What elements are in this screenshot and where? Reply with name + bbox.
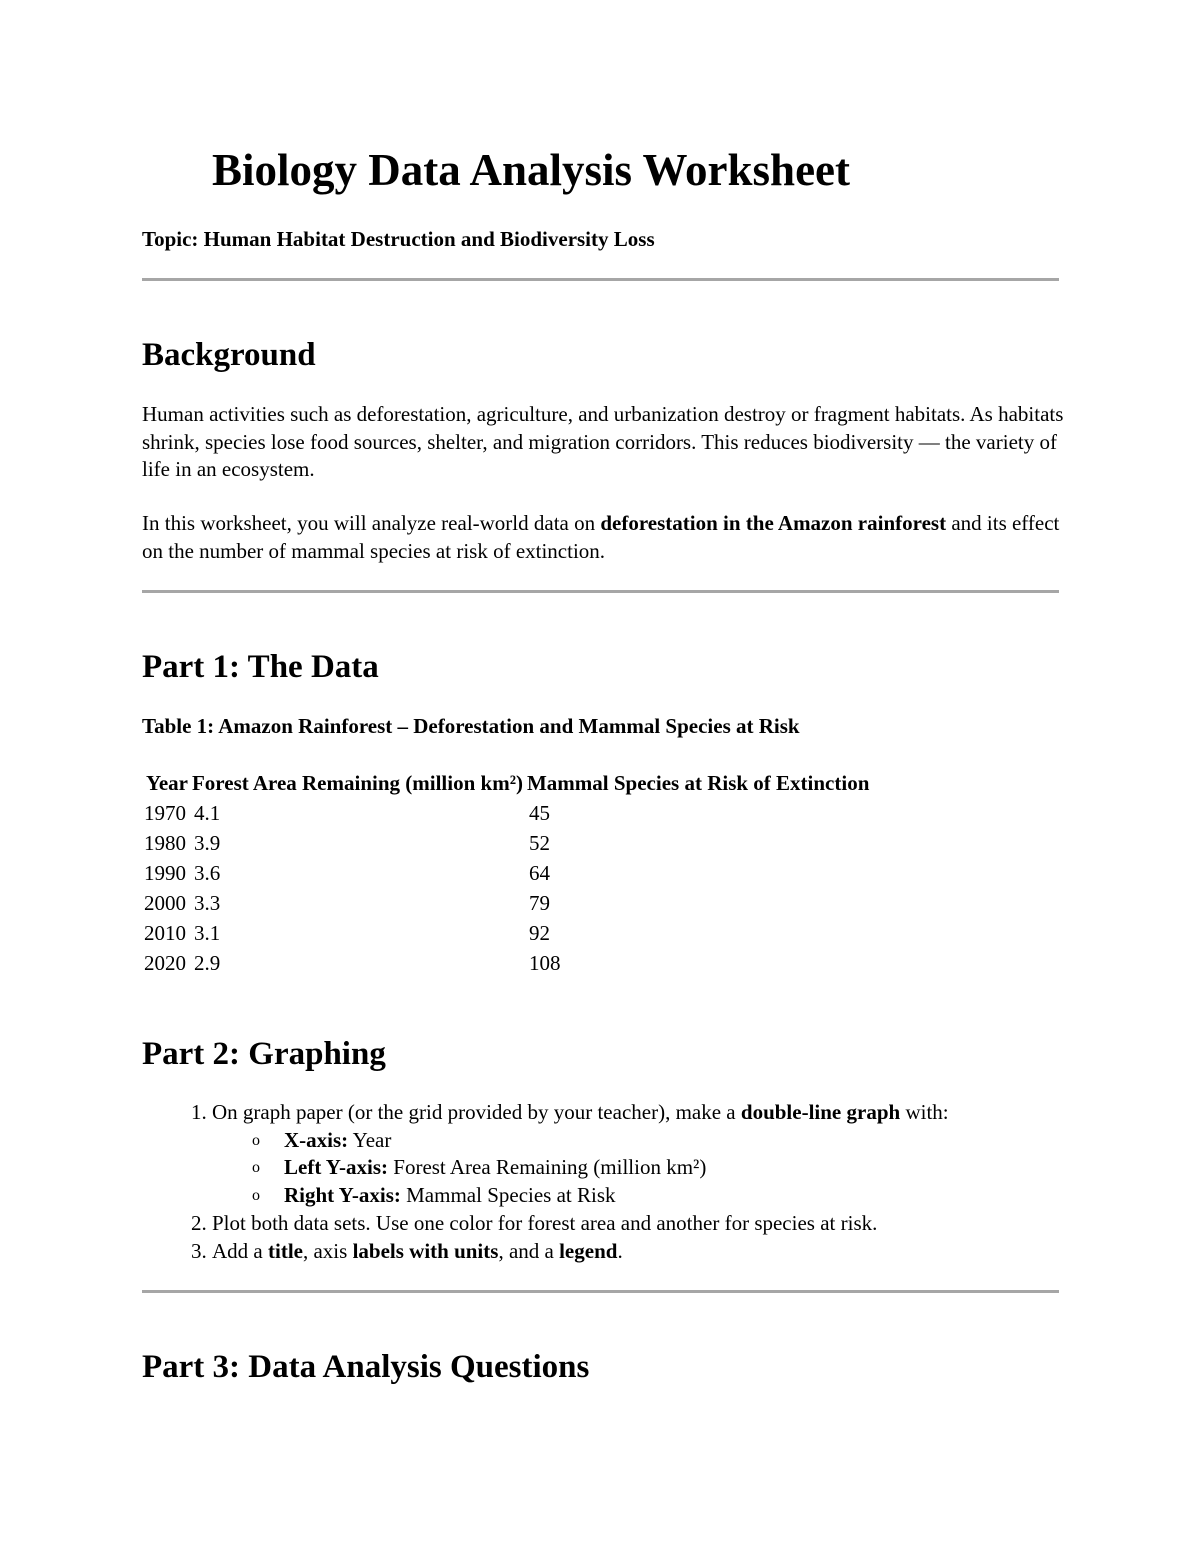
- axis-label: Left Y-axis:: [284, 1155, 389, 1180]
- step-3-e: , and a: [498, 1238, 560, 1263]
- cell-year: 2000: [144, 891, 186, 915]
- axis-value: Year: [348, 1127, 392, 1152]
- axis-list: [212, 1127, 1112, 1210]
- step-3-title: title: [268, 1238, 303, 1263]
- p2-text-start: In this worksheet, you will analyze real-world data on: [142, 511, 601, 535]
- cell-year: 2020: [144, 951, 186, 975]
- table-row: [142, 798, 873, 828]
- cell-species-at-risk: 64: [528, 861, 550, 885]
- cell-year: 1990: [144, 861, 186, 885]
- step-1-text-end: with:: [900, 1100, 949, 1124]
- step-2: 2. Plot both data sets. Use one color for forest area and another for species at risk.: [212, 1210, 1112, 1238]
- background-heading: Background: [142, 337, 316, 373]
- axis-item-x: [212, 1127, 1112, 1155]
- background-paragraph-1: Human activities such as deforestation, agriculture, and urbanization destroy or fragment habitats. As habitats shrink, species lose food sources, shelter, and migration corridors. This reduces biodiversity — the variety of life in an ecosystem.: [142, 402, 1064, 481]
- axis-value: Mammal Species at Risk: [400, 1183, 616, 1208]
- step-3-g: .: [617, 1238, 623, 1263]
- step-3-legend: legend: [559, 1238, 618, 1263]
- topic-line: Topic: Human Habitat Destruction and Biodiversity Loss: [142, 227, 655, 251]
- graphing-steps: [142, 1099, 1112, 1265]
- axis-label: X-axis:: [284, 1127, 349, 1152]
- cell-forest-area: 3.9: [193, 831, 221, 855]
- cell-year: 1980: [144, 831, 186, 855]
- table-row: [142, 948, 873, 978]
- part1-heading: Part 1: The Data: [142, 649, 379, 685]
- data-table: [142, 768, 873, 978]
- step-3-c: , axis: [302, 1238, 353, 1263]
- divider: [142, 590, 1059, 593]
- column-header-forest-area: Forest Area Remaining (million km²): [191, 771, 523, 795]
- part2-heading: Part 2: Graphing: [142, 1036, 386, 1072]
- worksheet-title: Biology Data Analysis Worksheet: [212, 145, 850, 195]
- cell-species-at-risk: 52: [528, 831, 550, 855]
- column-header-year: Year: [146, 771, 188, 795]
- p2-text-end: and its effect on the number of mammal species at risk of extinction.: [142, 511, 1060, 563]
- cell-species-at-risk: 92: [528, 921, 550, 945]
- cell-species-at-risk: 45: [528, 801, 550, 825]
- cell-year: 1970: [144, 801, 186, 825]
- cell-forest-area: 2.9: [193, 951, 221, 975]
- part3-heading: Part 3: Data Analysis Questions: [142, 1349, 590, 1385]
- step-1: [212, 1099, 1112, 1210]
- table-header-row: [142, 768, 873, 798]
- table-row: [142, 858, 873, 888]
- column-header-species-at-risk: Mammal Species at Risk of Extinction: [526, 771, 870, 795]
- step-3-labels: labels with units: [352, 1238, 499, 1263]
- bullet-icon: o: [252, 1159, 260, 1177]
- cell-species-at-risk: 108: [528, 951, 561, 975]
- bullet-icon: o: [252, 1131, 260, 1149]
- cell-forest-area: 3.6: [193, 861, 221, 885]
- divider: [142, 1290, 1059, 1293]
- bullet-icon: o: [252, 1187, 260, 1205]
- table-row: [142, 918, 873, 948]
- table-caption: Table 1: Amazon Rainforest – Deforestation and Mammal Species at Risk: [142, 714, 800, 738]
- background-paragraph-2: [142, 510, 1072, 565]
- cell-species-at-risk: 79: [528, 891, 550, 915]
- divider: [142, 278, 1059, 281]
- table-row: [142, 888, 873, 918]
- cell-forest-area: 3.3: [193, 891, 221, 915]
- cell-forest-area: 4.1: [193, 801, 221, 825]
- step-3: [212, 1238, 1112, 1266]
- step-3-a: Add a: [212, 1238, 268, 1263]
- step-1-bold: double-line graph: [740, 1100, 901, 1124]
- table-row: [142, 828, 873, 858]
- cell-forest-area: 3.1: [193, 921, 221, 945]
- axis-label: Right Y-axis:: [284, 1183, 401, 1208]
- step-1-text-start: On graph paper (or the grid provided by your teacher), make a: [212, 1100, 741, 1124]
- p2-bold-text: deforestation in the Amazon rainforest: [600, 511, 947, 535]
- cell-year: 2010: [144, 921, 186, 945]
- axis-item-right-y: [212, 1182, 1112, 1210]
- axis-item-left-y: [212, 1154, 1112, 1182]
- axis-value: Forest Area Remaining (million km²): [388, 1155, 707, 1180]
